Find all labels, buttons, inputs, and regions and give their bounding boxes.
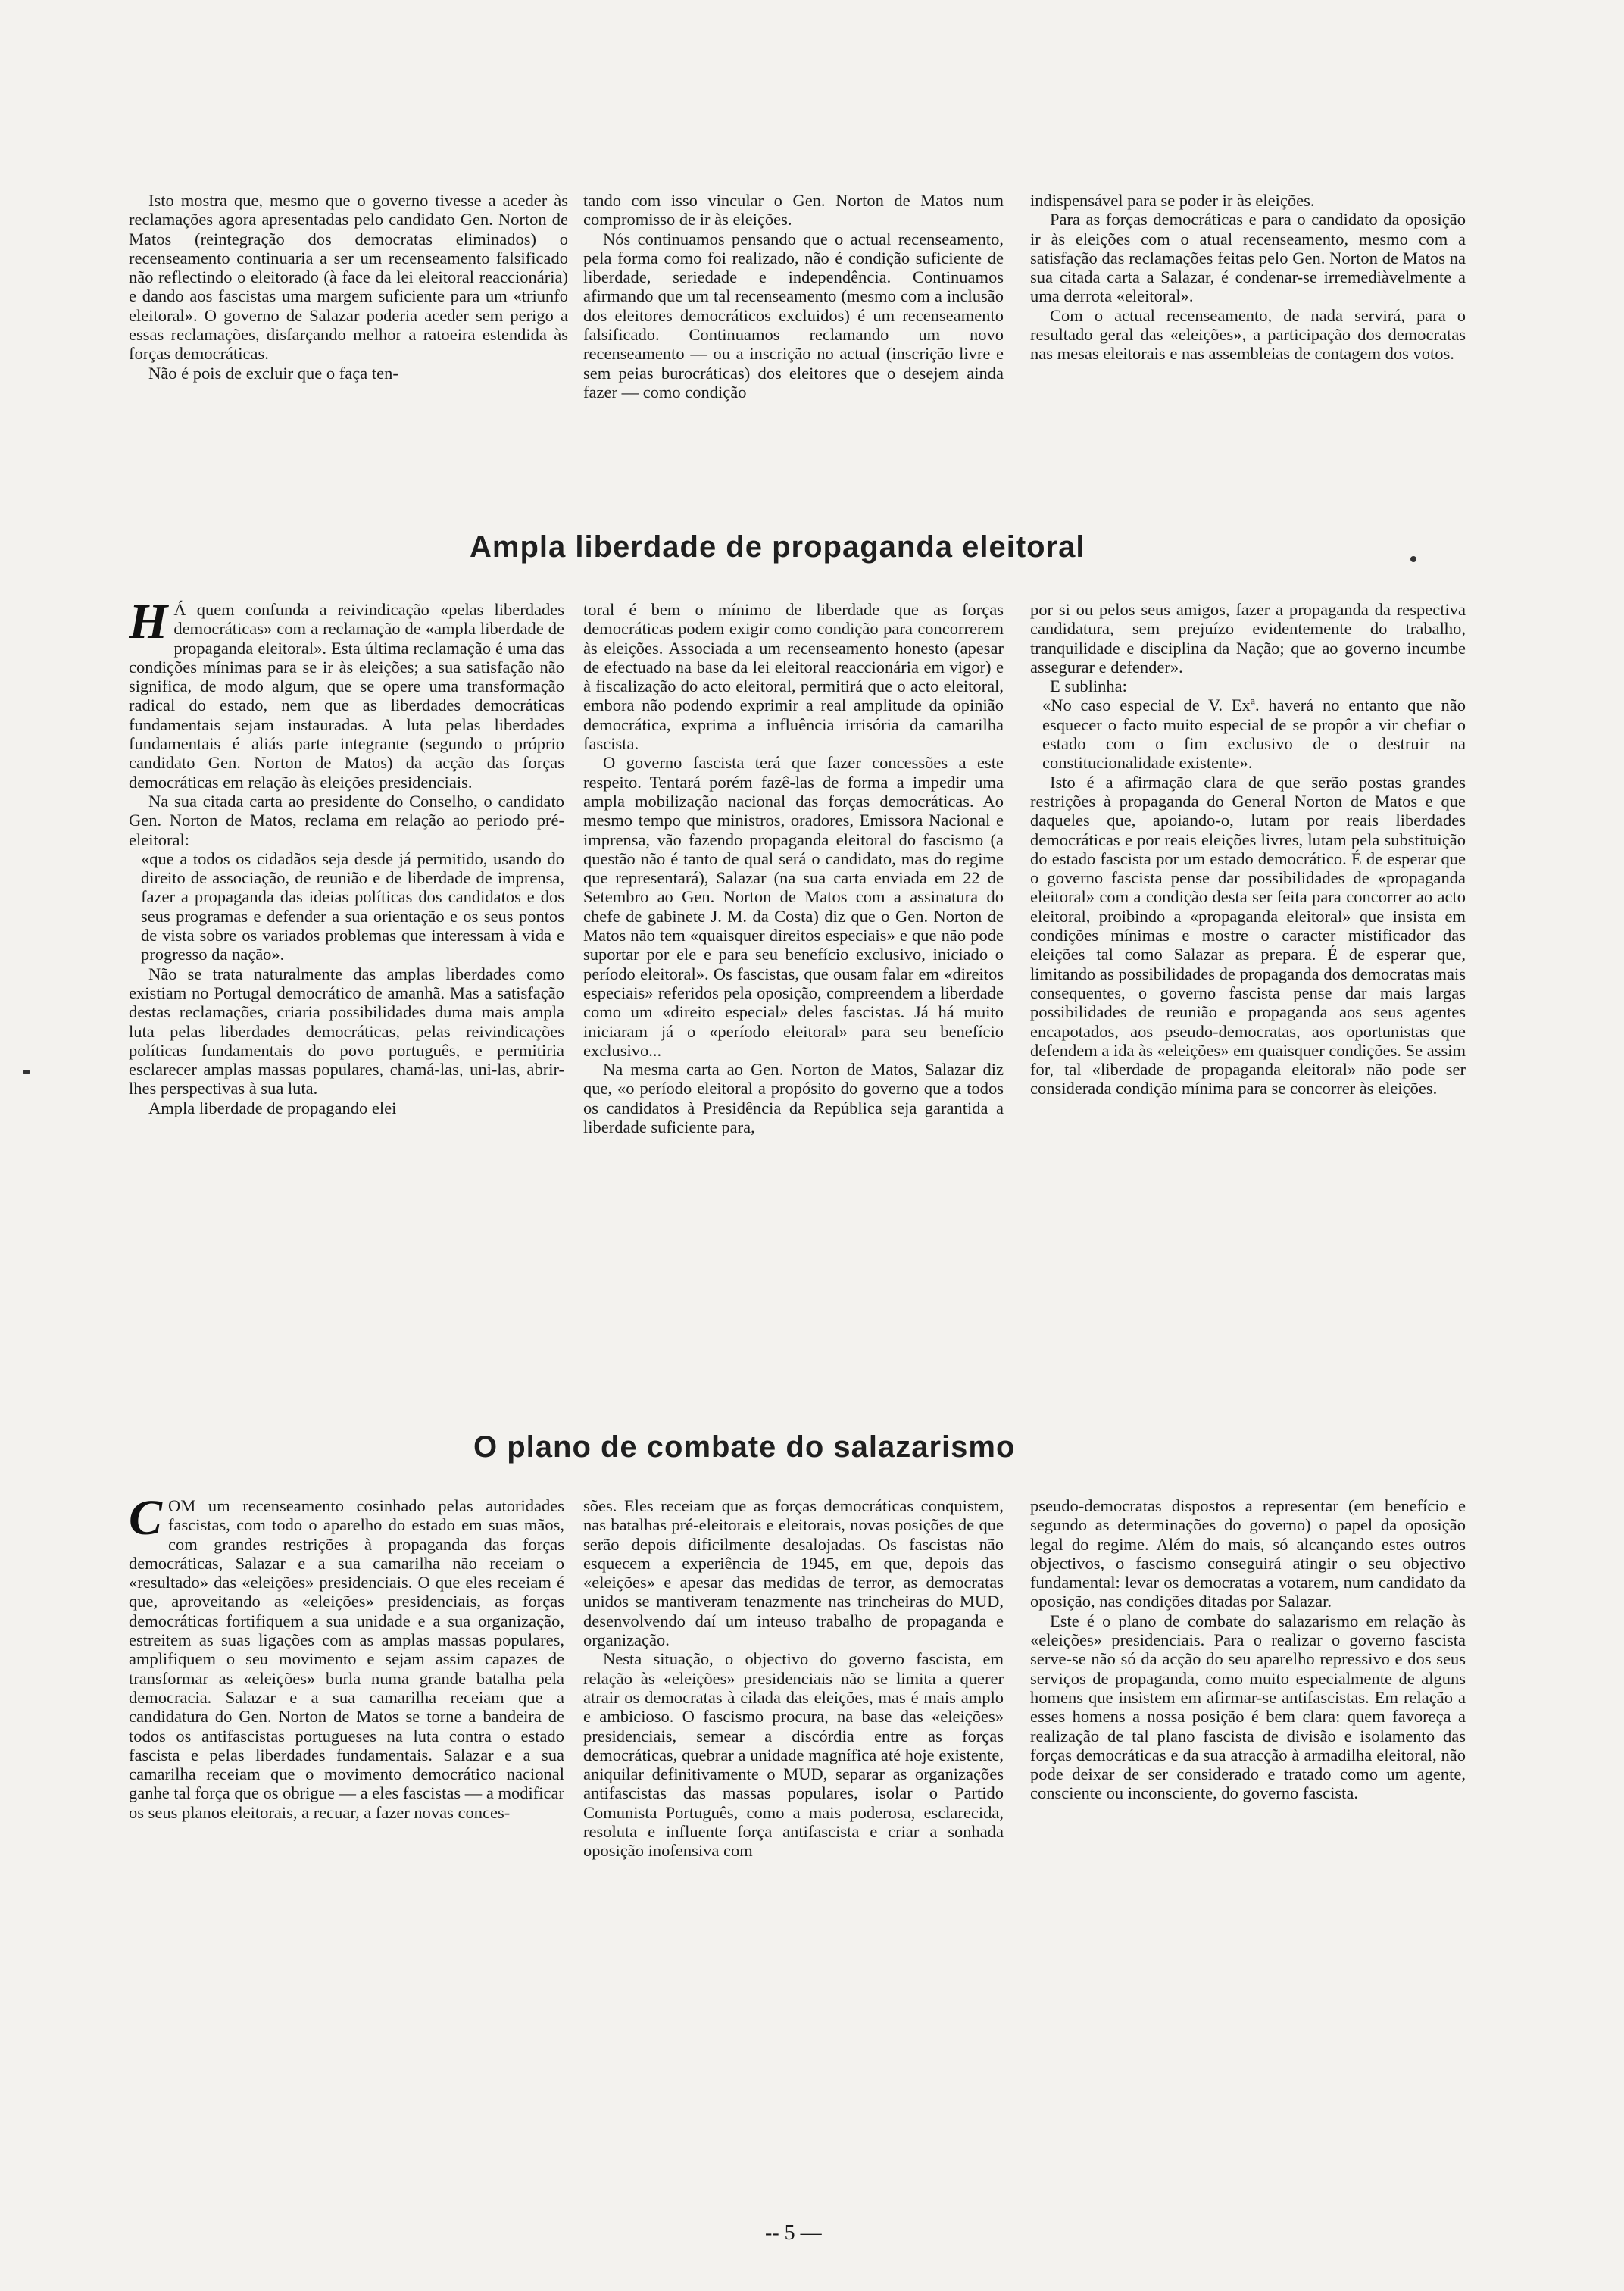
paragraph: Na sua citada carta ao presidente do Conselho, o candidato Gen. Norton de Matos, reclama em relação ao periodo pré-eleitoral: [129,791,564,849]
paragraph [129,600,564,792]
paragraph-text: OM um recenseamento cosinhado pelas autoridades fascistas, com todo o aparelho do estado em suas mãos, com grandes restrições à propaganda das forças democráticas, Salazar e a sua camarilha não receiam o «resultado» das «eleições» presidenciais. O que eles receiam é que, aproveitando as «eleições» presidenciais, as forças democráticas fortifiquem a sua unidade e a sua organização, estreitem as suas ligações com as amplas massas populares, amplifiquem o seu movimento e sejam assim capazes de transformar as «eleições» burla numa grande batalha pela democracia. Salazar e a sua camarilha receiam que a candidatura do Gen. Norton de Matos se torne a bandeira de todos os antifascistas portugueses na luta contra o estado fascista e pelas liberdades fundamentais. Salazar e a sua camarilha receiam que o movimento democrático nacional ganhe tal força que os obrigue — a eles fascistas — a modificar os seus planos eleitorais, a recuar, a fazer novas conces- [129,1496,564,1822]
page-number: -- 5 — [765,2221,822,2245]
quotation: «No caso especial de V. Exª. haverá no entanto que não esquecer o facto muito especial de se propôr a vir chefiar o estado com o fim exclusivo de o destruir na constitucionalidade existente». [1042,695,1466,773]
section3-col2 [583,1496,1004,2072]
section1-col2 [583,191,1004,494]
paragraph: por si ou pelos seus amigos, fazer a propaganda da respectiva candidatura, sem prejuízo evidentemente do trabalho, tranquilidade e disciplina da Nação; que ao governo incumbe assegurar e defender». [1030,600,1466,677]
ink-speck [23,1070,30,1074]
section3-col3 [1030,1496,1466,2072]
quotation: «que a todos os cidadãos seja desde já permitido, usando do direito de associação, de reunião e de liberdade de imprensa, fazer a propaganda das ideias políticas dos candidatos e dos seus programas e defender a sua orientação e os seus pontos de vista sobre os variados problemas que interessam à vida e progresso da nação». [141,849,564,964]
section3-col1 [129,1496,564,2072]
paragraph: Este é o plano de combate do salazarismo em relação às «eleições» presidenciais. Para o realizar o governo fascista serve-se não só da acção do seu aparelho repressivo e dos seus serviços de propaganda, como muito especialmente de alguns homens que insistem em afirmar-se antifascistas. Em relação a esses homens a nossa posição é bem clara: quem favoreça a realização de tal plano fascista de divisão e isolamento das forças democráticas e da sua atracção à armadilha eleitoral, não pode deixar de ser considerado e tratado como um agente, consciente ou inconsciente, do governo fascista. [1030,1611,1466,1803]
drop-cap: C [129,1496,163,1546]
paragraph: sões. Eles receiam que as forças democráticas conquistem, nas batalhas pré-eleitorais e eleitorais, novas posições de que serão depois dificilmente desalojadas. Os fascistas não esquecem a experiência de 1945, em que, depois das «eleições» e apesar das medidas de terror, as democratas unidos se mantiveram tenazmente nas trincheiras do MUD, desenvolvendo daí um inteuso trabalho de propaganda e organização. [583,1496,1004,1650]
paragraph: Para as forças democráticas e para o candidato da oposição ir às eleições com o atual recenseamento, mesmo com a satisfação das reclamações feitas pelo Gen. Norton de Matos na sua citada carta a Salazar, é condenar-se irremediàvelmente a uma derrota «eleitoral». [1030,210,1466,306]
section-heading: Ampla liberdade de propaganda eleitoral [470,530,1085,564]
paragraph: indispensável para se poder ir às eleições. [1030,191,1315,210]
paragraph: E sublinha: [1050,677,1127,696]
drop-cap: H [129,600,168,649]
paragraph: Não se trata naturalmente das amplas liberdades como existiam no Portugal democrático de amanhã. Mas a satisfação destas reclamações, criaria possibilidades duma mais ampla luta pelas liberdades democráticas, pelas reivindicações políticas fundamentais do povo português, e permitiria esclarecer amplas massas populares, chamá-las, uni-las, abrir-lhes perspectivas à sua luta. [129,964,564,1099]
paragraph: O governo fascista terá que fazer concessões a este respeito. Tentará porém fazê-las de forma a impedir uma ampla mobilização nacional das forças democráticas. Ao mesmo tempo que ministros, oradores, Emissora Nacional e imprensa, vão fazendo propaganda eleitoral do fascismo (a questão não é tanto de qual será o candidato, mas do regime que representará), Salazar (na sua carta enviada em 22 de Setembro ao Gen. Norton de Matos com a assinatura do chefe de gabinete J. M. da Costa) diz que o Gen. Norton de Matos não tem «quaisquer direitos especiais» e que não pode suportar por ele e para seu benefício exclusivo, iniciado o período eleitoral». Os fascistas, que ousam falar em «direitos especiais» referidos pela oposição, compreendem a liberdade como um «direito especial» deles fascistas. Já há muito iniciaram já o «período eleitoral» para seu benefício exclusivo... [583,753,1004,1060]
section1-col1 [129,191,568,494]
section-heading: O plano de combate do salazarismo [473,1430,1016,1464]
section2-col3 [1030,600,1466,1396]
paragraph: Isto mostra que, mesmo que o governo tivesse a aceder às reclamações agora apresentadas pelo candidato Gen. Norton de Matos (reintegração dos democratas eliminados) o recenseamento continuaria a ser um recenseamento falsificado não reflectindo o eleitorado (à face da lei eleitoral reaccionária) e dando aos fascistas uma margem suficiente para um «triunfo eleitoral». O governo de Salazar poderia aceder sem perigo a essas reclamações, disfarçando melhor a ratoeira estendida às forças democráticas. [129,191,568,364]
ink-speck [1410,556,1416,562]
paragraph-text: Á quem confunda a reivindicação «pelas liberdades democráticas» com a reclamação de «ampla liberdade de propaganda eleitoral». Esta última reclamação é uma das condições mínimas para se ir às eleições; a sua satisfação não significa, de modo algum, que se opere uma transformação radical do estado, nem que as liberdades democráticas fundamentais sejam instauradas. A luta pelas liberdades fundamentais é aliás parte integrante (segundo o próprio candidato Gen. Norton de Matos) da acção das forças democráticas em relação às eleições presidenciais. [129,600,564,792]
paragraph: Ampla liberdade de propagando elei [148,1098,397,1117]
paragraph: Nós continuamos pensando que o actual recenseamento, pela forma como foi realizado, não é condição suficiente de liberdade, seriedade e independência. Continuamos afirmando que um tal recenseamento (mesmo com a inclusão dos eleitores democráticos excluidos) é um recenseamento falsificado. Continuamos reclamando um novo recenseamento — ou a inscrição no actual (inscrição livre e sem peias burocráticas) dos eleitores que o desejem ainda fazer — como condição [583,229,1004,402]
paragraph: Não é pois de excluir que o faça ten- [148,363,398,383]
paragraph: Isto é a afirmação clara de que serão postas grandes restrições à propaganda do General Norton de Matos e que daqueles que, apoiando-o, lutam por reais liberdades democráticas e por reais eleições livres, lutam pela substituição do estado fascista por um estado democrático. É de esperar que o governo fascista pense dar possibilidades de «propaganda eleitoral» com a condição desta ser feita para concorrer ao acto eleitoral, proibindo a «propaganda eleitoral» que insista em condições mínimas e mostre o caracter mistificador das eleições tal como Salazar as prepara. É de esperar que, limitando as possibilidades de propaganda dos democratas mais consequentes, o governo fascista pense dar mais largas possibilidades de reunião e propaganda aos seus agentes encapotados, aos pseudo-democratas, aos oportunistas que defendem a ida às «eleições» em quaisquer condições. Se assim for, tal «liberdade de propaganda eleitoral» não pode ser considerada condição mínima para se concorrer às eleições. [1030,772,1466,1099]
section2-col1 [129,600,564,1396]
paragraph: Com o actual recenseamento, de nada servirá, para o resultado geral das «eleições», a participação dos democratas nas mesas eleitorais e nas assembleias de contagem dos votos. [1030,305,1466,364]
paragraph: toral é bem o mínimo de liberdade que as forças democráticas podem exigir como condição para concorrerem às eleições. Associada a um recenseamento honesto (apesar de efectuado na base da lei eleitoral reaccionária em vigor) e à fiscalização do acto eleitoral, permitirá que o acto eleitoral, embora não podendo exprimir a real amplitude da opinião democrática, exprima a influência irrisória da camarilha fascista. [583,600,1004,754]
paragraph: tando com isso vincular o Gen. Norton de Matos num compromisso de ir às eleições. [583,191,1004,230]
paragraph: pseudo-democratas dispostos a representar (em benefício e segundo as determinações do governo) o papel da oposição legal do regime. Além do mais, só alcançando estes outros objectivos, o fascismo conseguirá atingir o seu objectivo fundamental: levar os democratas a votarem, num candidato da oposição, nas condições ditadas por Salazar. [1030,1496,1466,1611]
paragraph: Nesta situação, o objectivo do governo fascista, em relação às «eleições» presidenciais não se limita a querer atrair os democratas à cilada das eleições, mas é mais amplo e ambicioso. O fascismo procura, na base das «eleições» presidenciais, semear a discórdia entre as forças democráticas, quebrar a unidade magnífica até hoje existente, aniquilar definitivamente o MUD, separar as organizações antifascistas das massas populares, isolar o Partido Comunista Português, como a mais poderosa, esclarecida, resoluta e influente força antifascista e criar a sonhada oposição inofensiva com [583,1649,1004,1861]
paragraph [129,1496,564,1822]
section2-col2 [583,600,1004,1396]
paragraph: Na mesma carta ao Gen. Norton de Matos, Salazar diz que, «o período eleitoral a propósito do governo que a todos os candidatos à Presidência da República seja garantida a liberdade suficiente para, [583,1060,1004,1137]
section1-col3 [1030,191,1466,494]
